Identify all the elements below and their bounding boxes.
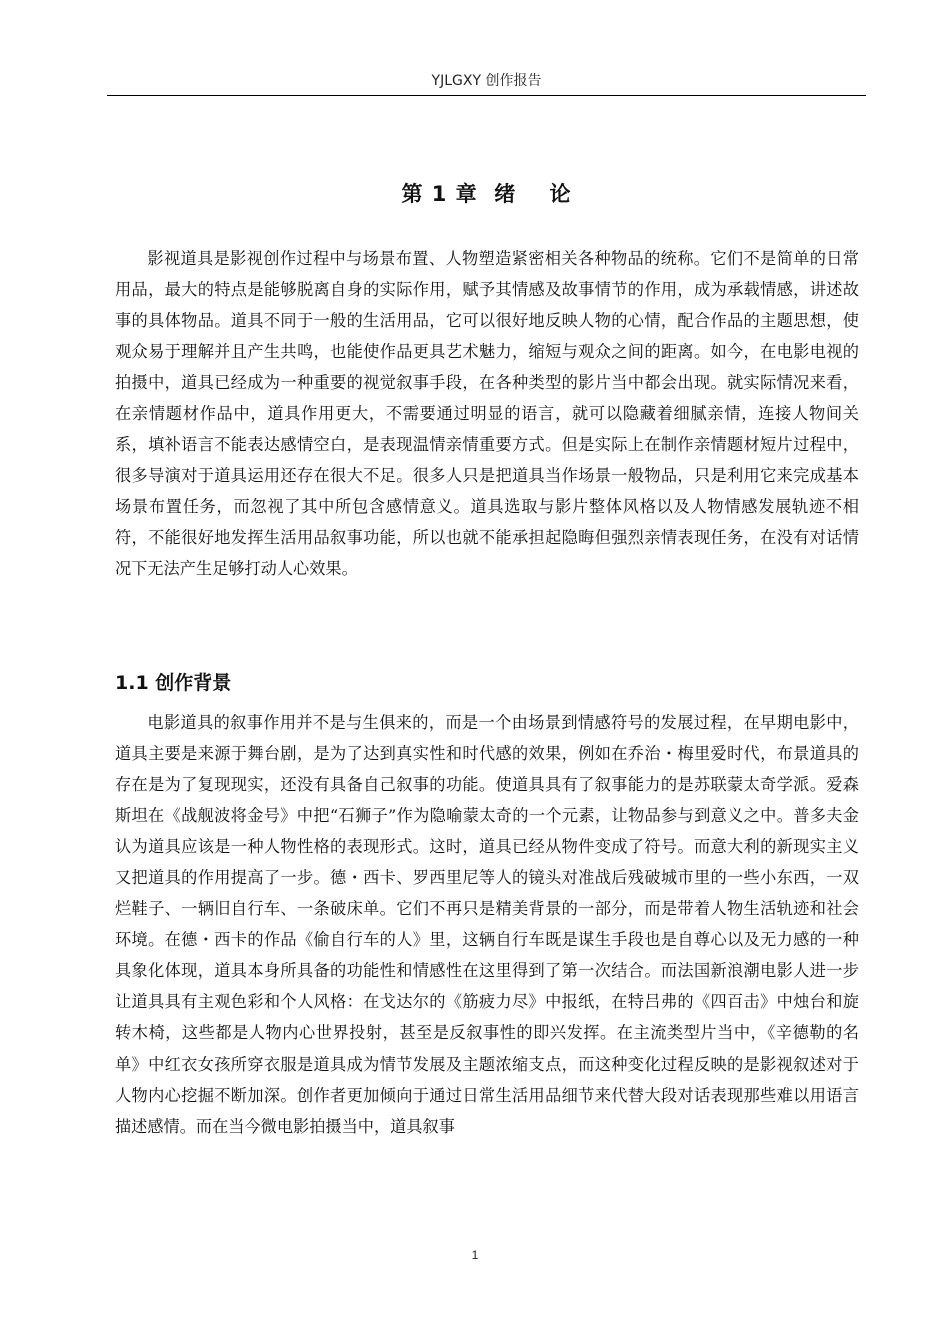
header-divider bbox=[107, 95, 866, 96]
intro-paragraph: 影视道具是影视创作过程中与场景布置、人物塑造紧密相关各种物品的统称。它们不是简单的日常用品，最大的特点是能够脱离自身的实际作用，赋予其情感及故事情节的作用，成为承载情感，讲述故事的具体物品。道具不同于一般的生活用品，它可以很好地反映人物的心情，配合作品的主题思想，使观众易于理解并且产生共鸣，也能使作品更具艺术魅力，缩短与观众之间的距离。如今，在电影电视的拍摄中，道具已经成为一种重要的视觉叙事手段，在各种类型的影片当中都会出现。就实际情况来看，在亲情题材作品中，道具作用更大，不需要通过明显的语言，就可以隐藏着细腻亲情，连接人物间关系，填补语言不能表达感情空白，是表现温情亲情重要方式。但是实际上在制作亲情题材短片过程中，很多导演对于道具运用还存在很大不足。很多人只是把道具当作场景一般物品，只是利用它来完成基本场景布置任务，而忽视了其中所包含感情意义。道具选取与影片整体风格以及人物情感发展轨迹不相符，不能很好地发挥生活用品叙事功能，所以也就不能承担起隐晦但强烈亲情表现任务，在没有对话情况下无法产生足够打动人心效果。 bbox=[115, 249, 859, 579]
section-heading: 1.1 创作背景 bbox=[115, 672, 232, 694]
background-paragraph: 电影道具的叙事作用并不是与生俱来的，而是一个由场景到情感符号的发展过程，在早期电影中，道具主要是来源于舞台剧，是为了达到真实性和时代感的效果，例如在乔治・梅里爱时代，布景道具的存在是为了复现现实，还没有具备自己叙事的功能。使道具具有了叙事能力的是苏联蒙太奇学派。爱森斯坦在《战舰波将金号》中把“石狮子”作为隐喻蒙太奇的一个元素，让物品参与到意义之中。普多夫金认为道具应该是一种人物性格的表现形式。这时，道具已经从物件变成了符号。而意大利的新现实主义又把道具的作用提高了一步。德・西卡、罗西里尼等人的镜头对准战后残破城市里的一些小东西，一双烂鞋子、一辆旧自行车、一条破床单。它们不再只是精美背景的一部分，而是带着人物生活轨迹和社会环境。在德・西卡的作品《偷自行车的人》里，这辆自行车既是谋生手段也是自尊心以及无力感的一种具象化体现，道具本身所具备的功能性和情感性在这里得到了第一次结合。而法国新浪潮电影人进一步让道具具有主观色彩和个人风格：在戈达尔的《筋疲力尽》中报纸，在特吕弗的《四百击》中烛台和旋转木椅，这些都是人物内心世界投射，甚至是反叙事性的即兴发挥。在主流类型片当中，《辛德勒的名单》中红衣女孩所穿衣服是道具成为情节发展及主题浓缩支点，而这种变化过程反映的是影视叙述对于人物内心挖掘不断加深。创作者更加倾向于通过日常生活用品细节来代替大段对话表现那些难以用语言描述感情。而在当今微电影拍摄当中，道具叙事 bbox=[115, 713, 859, 1136]
page-number: 1 bbox=[471, 1248, 479, 1262]
chapter-title: 第 1 章 绪 论 bbox=[401, 182, 572, 206]
running-header: YJLGXY 创作报告 bbox=[431, 73, 542, 89]
